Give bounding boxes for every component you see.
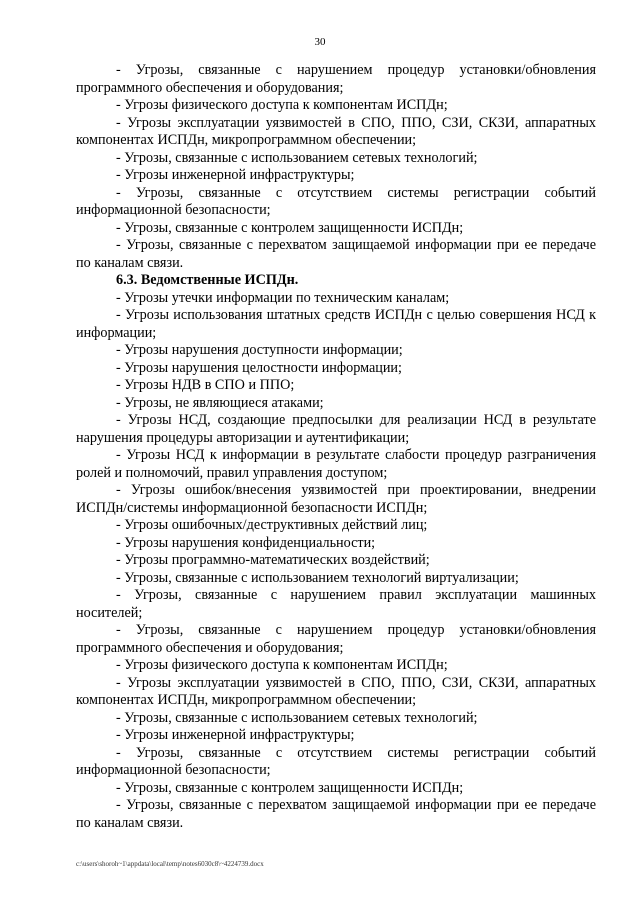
list-item: - Угрозы НДВ в СПО и ППО; (116, 377, 295, 393)
list-item: - Угрозы, не являющиеся атаками; (116, 394, 324, 411)
list-item: - Угрозы, связанные с использованием технологий виртуализации; (116, 569, 519, 586)
list-item: - Угрозы, связанные с отсутствием системы регистрации событий информационной безопасности; (76, 184, 596, 218)
threat-list-section-1 (76, 62, 596, 272)
list-item: - Угрозы, связанные с отсутствием системы регистрации событий информационной безопасности; (76, 744, 596, 778)
list-item: - Угрозы инженерной инфраструктуры; (116, 727, 355, 743)
list-item: - Угрозы ошибок/внесения уязвимостей при проектировании, внедрении ИСПДн/системы информационной безопасности ИСПДн; (76, 482, 596, 516)
list-item: - Угрозы инженерной инфраструктуры; (116, 167, 355, 183)
list-item: - Угрозы утечки информации по техническим каналам; (116, 289, 450, 306)
list-item: - Угрозы НСД, создающие предпосылки для реализации НСД в результате нарушения процедуры авторизации и аутентификации; (76, 412, 596, 446)
document-body (76, 62, 596, 832)
section-heading: 6.3. Ведомственные ИСПДн. (116, 272, 299, 288)
list-item: - Угрозы использования штатных средств ИСПДн с целью совершения НСД к информации; (76, 307, 596, 341)
threat-list-section-2 (76, 290, 596, 833)
list-item: - Угрозы эксплуатации уязвимостей в СПО, ППО, СЗИ, СКЗИ, аппаратных компонентах ИСПДн, микропрограммном обеспечении; (76, 114, 596, 148)
list-item: - Угрозы ошибочных/деструктивных действий лиц; (116, 517, 428, 533)
list-item: - Угрозы НСД к информации в результате слабости процедур разграничения ролей и полномочий, правил управления доступом; (76, 447, 596, 481)
list-item: - Угрозы нарушения целостности информации; (116, 359, 402, 376)
list-item: - Угрозы, связанные с перехватом защищаемой информации при ее передаче по каналам связи. (76, 797, 596, 831)
list-item: - Угрозы программно-математических воздействий; (116, 552, 430, 568)
list-item: - Угрозы нарушения конфиденциальности; (116, 534, 376, 551)
list-item: - Угрозы, связанные с нарушением процедур установки/обновления программного обеспечения и оборудования; (76, 622, 596, 656)
list-item: - Угрозы физического доступа к компонентам ИСПДн; (116, 657, 448, 673)
list-item: - Угрозы нарушения доступности информации; (116, 342, 403, 358)
list-item: - Угрозы, связанные с использованием сетевых технологий; (116, 149, 478, 166)
file-path-footer: c:\users\shoroh~1\appdata\local\temp\notes6030c8\~4224739.docx (76, 860, 264, 868)
list-item: - Угрозы эксплуатации уязвимостей в СПО, ППО, СЗИ, СКЗИ, аппаратных компонентах ИСПДн, микропрограммном обеспечении; (76, 674, 596, 708)
list-item: - Угрозы, связанные с использованием сетевых технологий; (116, 709, 478, 726)
list-item: - Угрозы, связанные с контролем защищенности ИСПДн; (116, 219, 464, 236)
list-item: - Угрозы, связанные с нарушением процедур установки/обновления программного обеспечения и оборудования; (76, 62, 596, 96)
list-item: - Угрозы, связанные с контролем защищенности ИСПДн; (116, 779, 464, 796)
list-item: - Угрозы, связанные с нарушением правил эксплуатации машинных носителей; (76, 587, 596, 621)
page-number: 30 (314, 36, 326, 48)
list-item: - Угрозы физического доступа к компонентам ИСПДн; (116, 97, 448, 113)
list-item: - Угрозы, связанные с перехватом защищаемой информации при ее передаче по каналам связи. (76, 237, 596, 271)
